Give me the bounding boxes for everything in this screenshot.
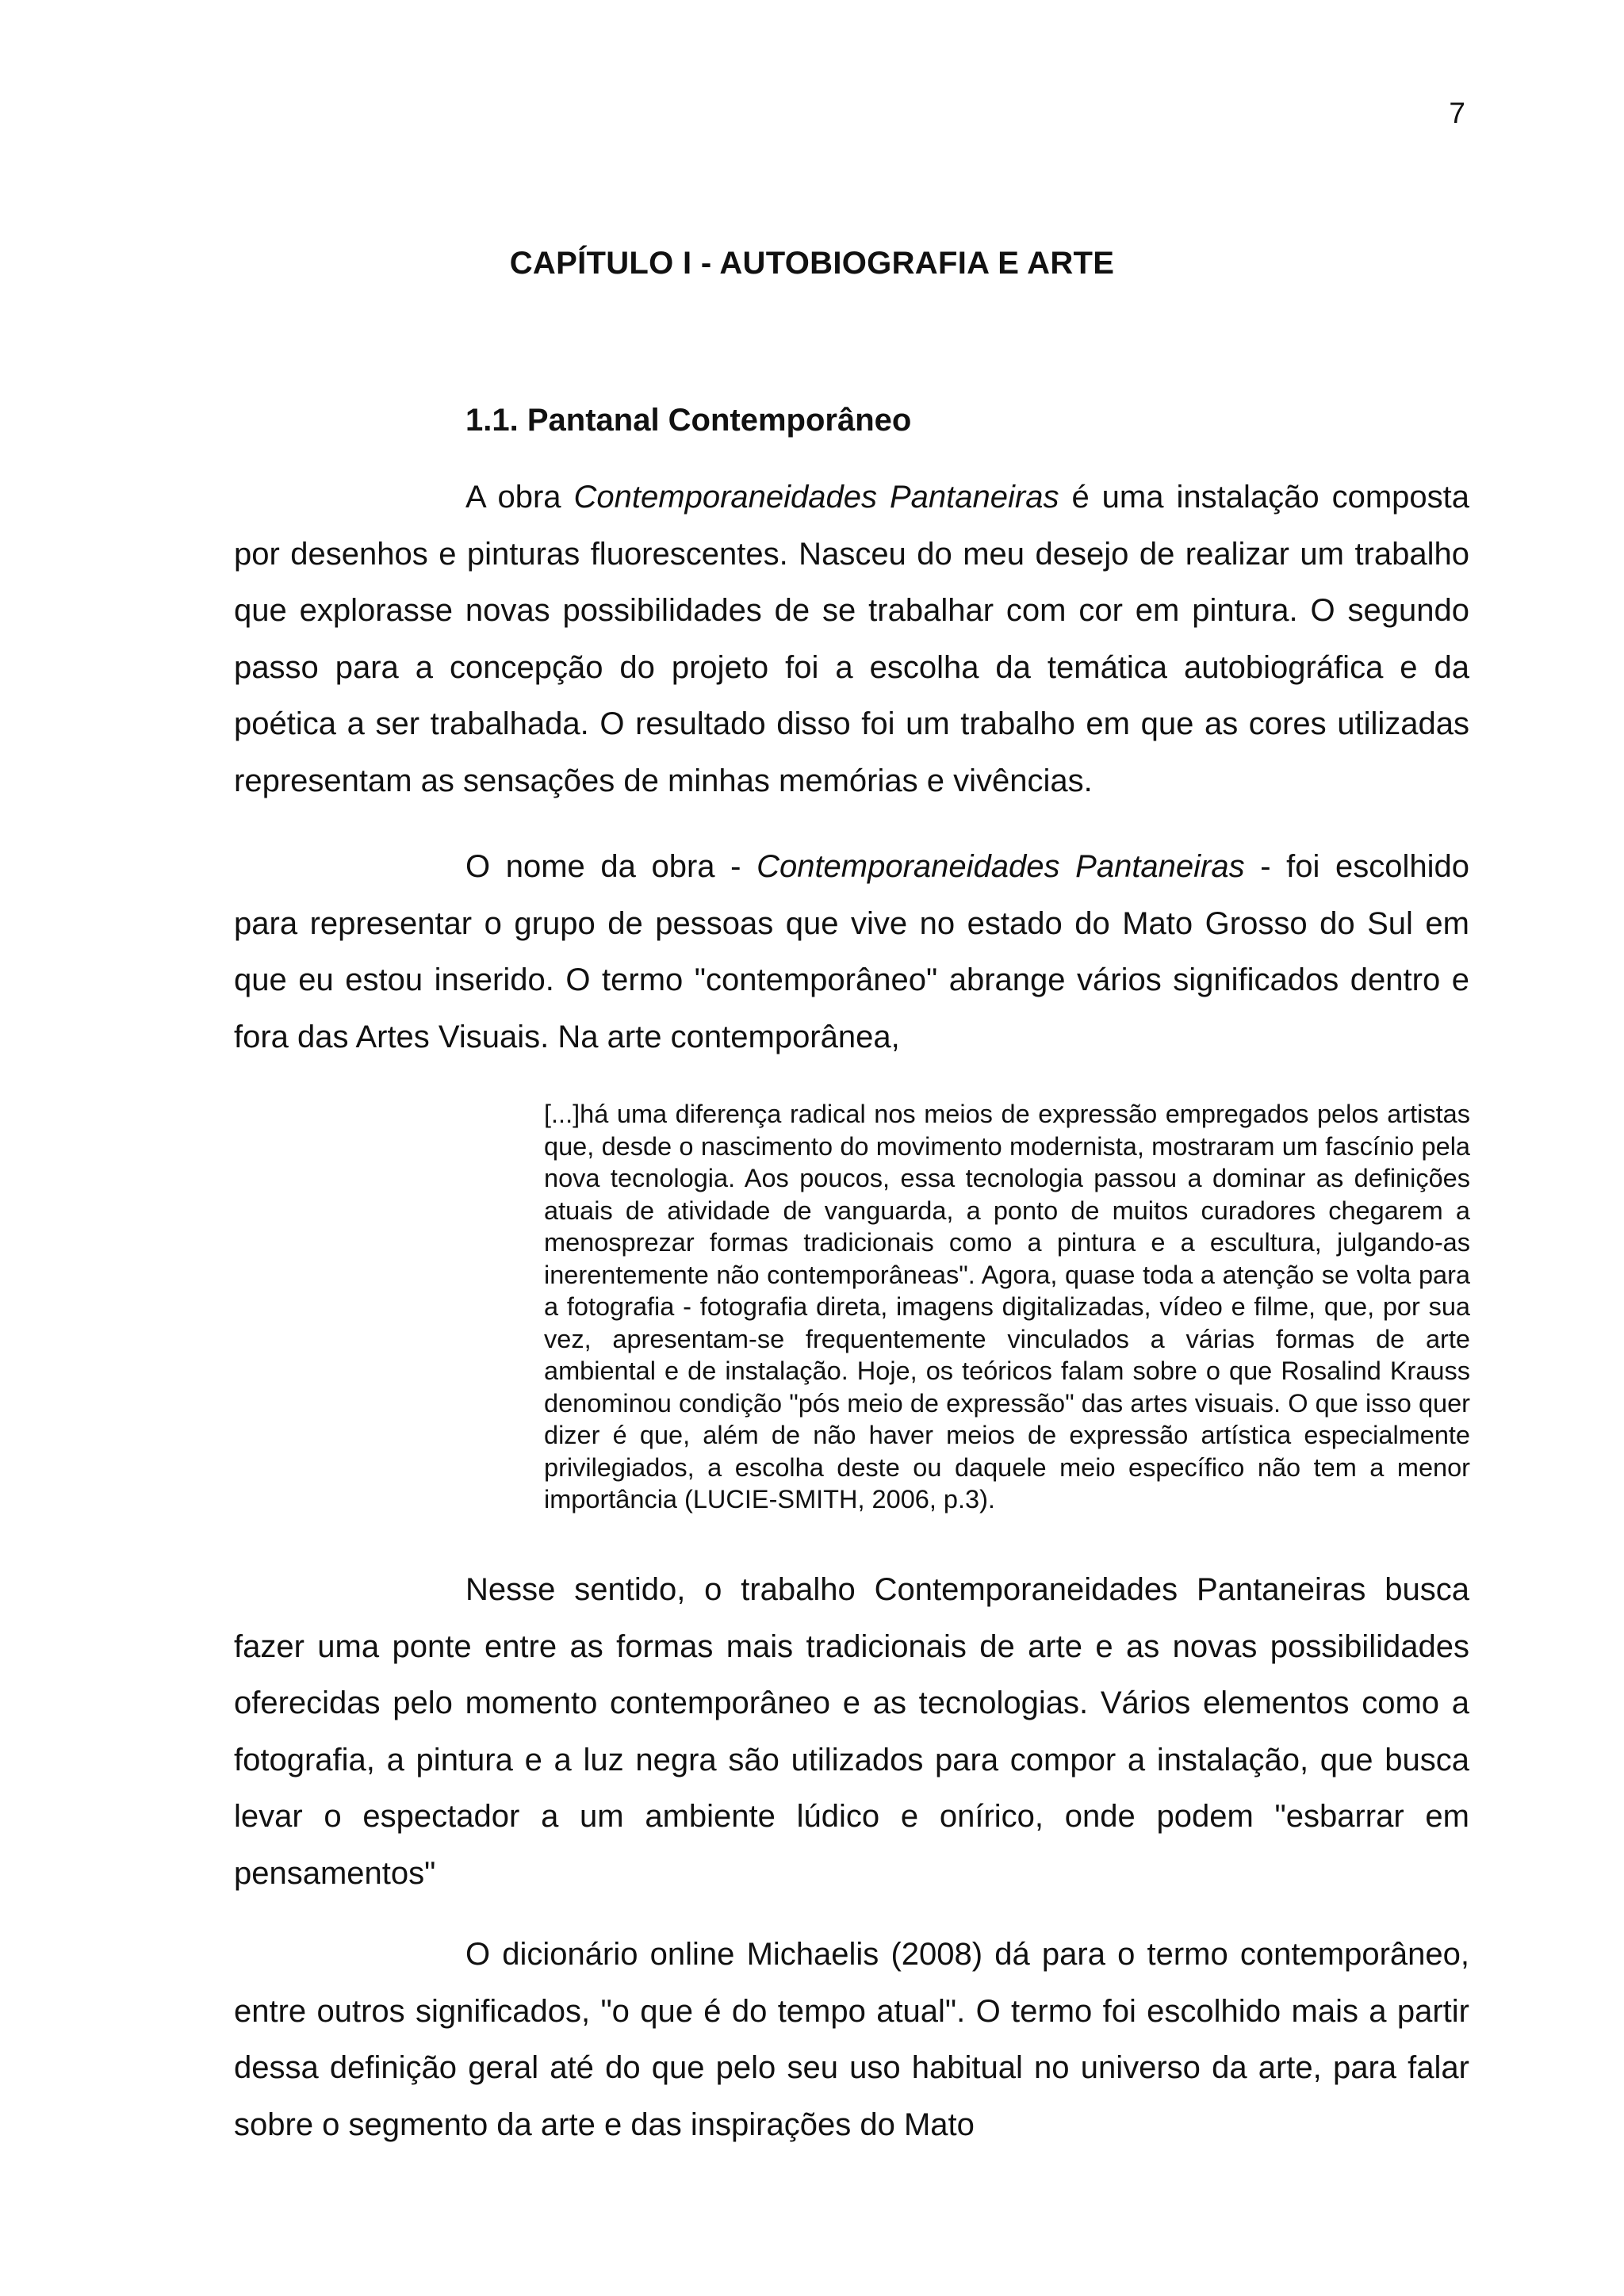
paragraph-1-work-title: Contemporaneidades Pantaneiras — [573, 480, 1059, 515]
section-title: 1.1. Pantanal Contemporâneo — [465, 403, 912, 438]
paragraph-2-text: - foi escolhido para representar o grupo de pessoas que vive no estado do Mato Grosso do Sul em que eu estou inserido. O termo "contemporâneo" abrange vários significados dentro e fora das Artes Visuais. Na arte contemporânea, — [234, 849, 1469, 1054]
paragraph-4-text: O dicionário online Michaelis (2008) dá para o termo contemporâneo, entre outros significados, "o que é do tempo atual". O termo foi escolhido mais a partir dessa definição geral até do que pelo seu uso habitual no universo da arte, para falar sobre o segmento da arte e das inspirações do Mato — [234, 1937, 1469, 2142]
paragraph-3-text: Nesse sentido, o trabalho Contemporaneidades Pantaneiras busca fazer uma ponte entre as formas mais tradicionais de arte e as novas possibilidades oferecidas pelo momento contemporâneo e as tecnologias. Vários elementos como a fotografia, a pintura e a luz negra são utilizados para compor a instalação, que busca levar o espectador a um ambiente lúdico e onírico, onde podem "esbarrar em pensamentos" — [234, 1572, 1469, 1891]
paragraph-1 — [234, 469, 1469, 809]
page-number: 7 — [1449, 97, 1465, 129]
paragraph-3 — [234, 1562, 1469, 1902]
paragraph-1-lead: A obra — [465, 480, 574, 515]
paragraph-4 — [234, 1927, 1469, 2153]
chapter-title: CAPÍTULO I - AUTOBIOGRAFIA E ARTE — [509, 246, 1115, 281]
paragraph-2 — [234, 839, 1469, 1066]
paragraph-2-work-title: Contemporaneidades Pantaneiras — [756, 849, 1245, 884]
paragraph-1-text: é uma instalação composta por desenhos e pinturas fluorescentes. Nasceu do meu desejo de realizar um trabalho que explorasse novas possibilidades de se trabalhar com cor em pintura. O segundo passo para a concepção do projeto foi a escolha da temática autobiográfica e da poética a ser trabalhada. O resultado disso foi um trabalho em que as cores utilizadas representam as sensações de minhas memórias e vivências. — [234, 480, 1470, 798]
paragraph-2-lead: O nome da obra - — [465, 849, 757, 884]
block-quote: [...]há uma diferença radical nos meios de expressão empregados pelos artistas que, desde o nascimento do movimento modernista, mostraram um fascínio pela nova tecnologia. Aos poucos, essa tecnologia passou a dominar as definições atuais de atividade de vanguarda, a ponto de muitos curadores chegarem a menosprezar formas tradicionais como a pintura e a escultura, julgando-as inerentemente não contemporâneas". Agora, quase toda a atenção se volta para a fotografia - fotografia direta, imagens digitalizadas, vídeo e filme, que, por sua vez, apresentam-se frequentemente vinculados a várias formas de arte ambiental e de instalação. Hoje, os teóricos falam sobre o que Rosalind Krauss denominou condição "pós meio de expressão" das artes visuais. O que isso quer dizer é que, além de não haver meios de expressão artística especialmente privilegiados, a escolha deste ou daquele meio específico não tem a menor importância (LUCIE-SMITH, 2006, p.3). — [544, 1100, 1470, 1513]
